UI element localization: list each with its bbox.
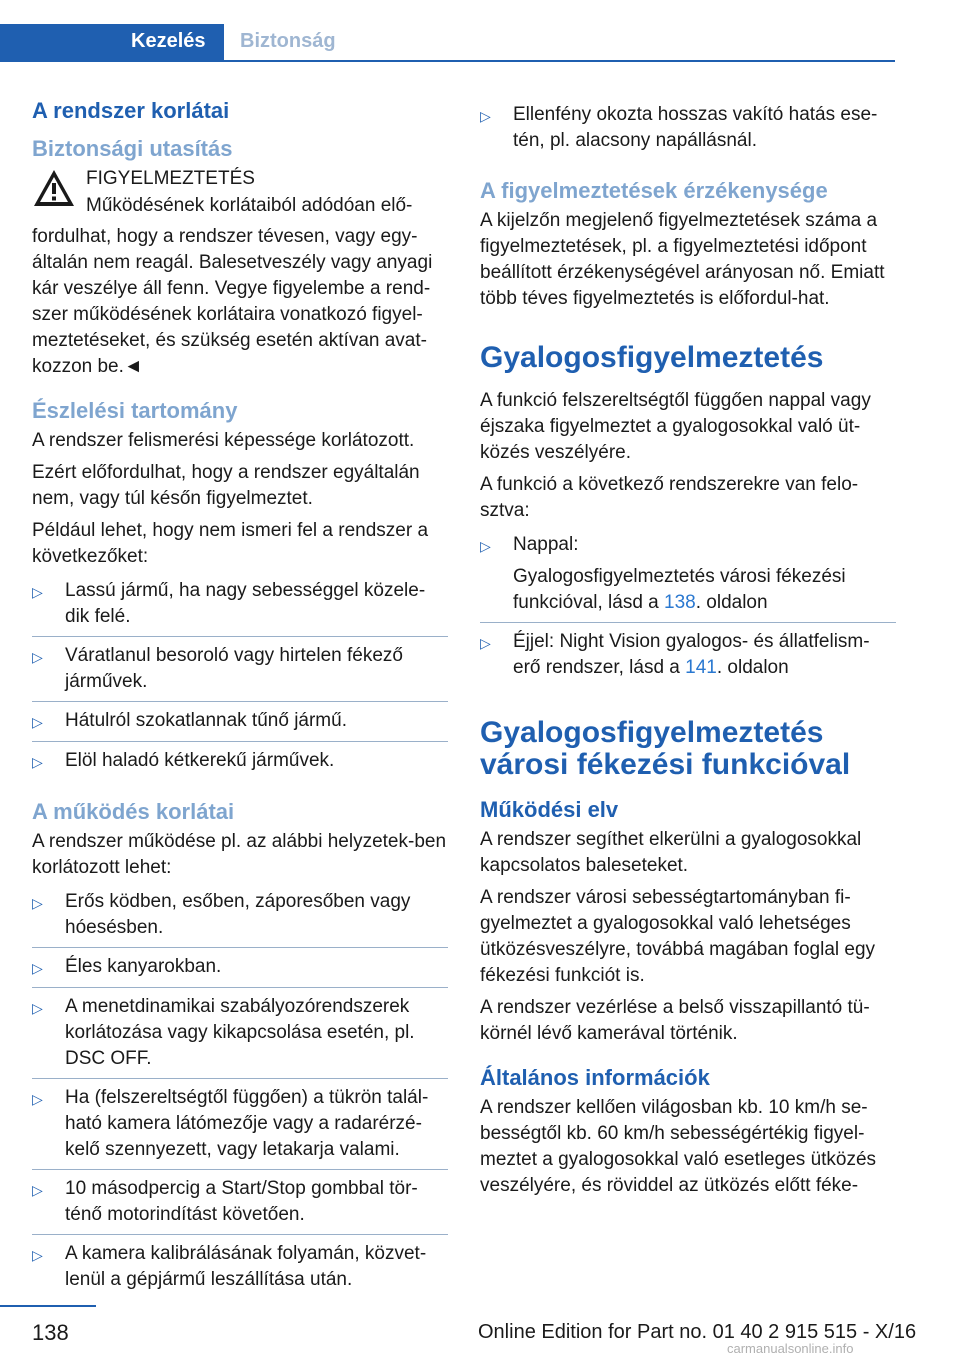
heading-detection-range: Észlelési tartomány <box>32 398 238 423</box>
page-link-141[interactable]: 141 <box>685 657 717 678</box>
bullet-triangle-icon: ▷ <box>480 108 491 124</box>
warning-first-line: Működésének korlátaiból adódóan elő- <box>86 195 413 216</box>
list-item: ▷ Ellenfény okozta hosszas vakító hatás ese-tén, pl. alacsony napállásnál. <box>480 100 896 160</box>
paragraph: A kijelzőn megjelenő figyelmeztetések száma a figyelmeztetések, pl. a figyelmeztetési időpont beállított érzékenységével arányosan nő. Emiatt több téves figyelmeztetés is előfordul-hat. <box>480 210 885 309</box>
paragraph: A rendszer vezérlése a belső visszapillantó tü-körnél lévő kamerával történik. <box>480 997 870 1044</box>
bullet-triangle-icon: ▷ <box>32 1000 43 1016</box>
tab-kezeles[interactable]: Kezelés <box>0 24 224 61</box>
bullet-triangle-icon: ▷ <box>480 538 491 554</box>
item-label: Nappal: <box>513 534 579 555</box>
detection-list <box>32 576 448 781</box>
bullet-triangle-icon: ▷ <box>32 1182 43 1198</box>
list-item: ▷ A kamera kalibrálásának folyamán, közvet-lenül a gépjármű leszállítása után. <box>32 1234 448 1299</box>
paragraph: A funkció felszereltségtől függően nappal vagy éjszaka figyelmeztet a gyalogosokkal való üt-közés veszélyére. <box>480 390 871 463</box>
list-item: ▷ Hátulról szokatlannak tűnő jármű. <box>32 701 448 741</box>
bullet-triangle-icon: ▷ <box>480 635 491 651</box>
tab-underline <box>0 60 895 62</box>
bullet-triangle-icon: ▷ <box>32 584 43 600</box>
paragraph: A funkció a következő rendszerekre van felo-sztva: <box>480 474 859 521</box>
paragraph: A rendszer működése pl. az alábbi helyzetek-ben korlátozott lehet: <box>32 831 447 878</box>
bullet-triangle-icon: ▷ <box>32 960 43 976</box>
section-tabbar <box>0 24 895 62</box>
tab-biztonsag[interactable]: Biztonság <box>240 30 336 52</box>
bullet-triangle-icon: ▷ <box>32 649 43 665</box>
heading-system-limits: A rendszer korlátai <box>32 98 230 123</box>
heading-safety-note: Biztonsági utasítás <box>32 136 233 161</box>
page-number: 138 <box>32 1320 69 1345</box>
bullet-triangle-icon: ▷ <box>32 1091 43 1107</box>
warning-text: fordulhat, hogy a rendszer tévesen, vagy egy-általán nem reagál. Balesetveszély vagy anyagi kár veszélye áll fenn. Vegye figyelembe a rend-szer működésének korlátaira vonatkozó figyel-meztetéseket, és szükség esetén aktívan avat-kozzon be.◄ <box>32 226 433 377</box>
edition-text: Online Edition for Part no. 01 40 2 915 515 - X/16 <box>478 1321 917 1343</box>
warning-title: FIGYELMEZTETÉS <box>86 168 255 189</box>
list-item: ▷ Éjjel: Night Vision gyalogos- és állatfelism-erő rendszer, lásd a 141. oldalon <box>480 622 896 687</box>
warning-triangle-icon <box>32 168 76 208</box>
left-column <box>32 96 448 1305</box>
paragraph: Ezért előfordulhat, hogy a rendszer egyáltalán nem, vagy túl későn figyelmeztet. <box>32 462 420 509</box>
bullet-triangle-icon: ▷ <box>32 1247 43 1263</box>
heading-operating-principle: Működési elv <box>480 797 619 822</box>
footer-rule <box>0 1305 96 1307</box>
function-limits-list-continued <box>480 100 896 160</box>
warning-box <box>32 166 448 224</box>
paragraph: Például lehet, hogy nem ismeri fel a rendszer a következőket: <box>32 520 429 567</box>
watermark-text: carmanualsonline.info <box>727 1341 854 1356</box>
function-limits-list <box>32 887 448 1299</box>
list-item: ▷ Erős ködben, esőben, záporesőben vagy hóesésben. <box>32 887 448 947</box>
list-item: ▷ A menetdinamikai szabályozórendszerek korlátozása vagy kikapcsolása esetén, pl. DSC OFF. <box>32 987 448 1078</box>
right-column <box>480 96 896 1205</box>
paragraph: A rendszer kellően világosban kb. 10 km/h se-bességtől kb. 60 km/h sebességértékig figyel-meztet a gyalogosokkal való esetleges ütközés veszélyére, és röviddel az ütközés előtt féke- <box>480 1097 877 1196</box>
list-item: ▷ Elöl haladó kétkerekű járművek. <box>32 741 448 781</box>
paragraph: A rendszer városi sebességtartományban fi-gyelmeztet a gyalogosokkal való lehetséges ütközésveszélyre, továbbá magában foglal egy fékezési funkciót is. <box>480 887 876 986</box>
heading-general-info: Általános információk <box>480 1065 710 1090</box>
bullet-triangle-icon: ▷ <box>32 714 43 730</box>
page-link-138[interactable]: 138 <box>664 592 696 613</box>
bullet-triangle-icon: ▷ <box>32 895 43 911</box>
list-item: ▷ 10 másodpercig a Start/Stop gombbal tör-ténő motorindítást követően. <box>32 1169 448 1234</box>
heading-pedestrian-warning: Gyalogosfigyelmeztetés <box>480 341 824 374</box>
bullet-triangle-icon: ▷ <box>32 754 43 770</box>
heading-function-limits: A működés korlátai <box>32 799 235 824</box>
heading-warning-sensitivity: A figyelmeztetések érzékenysége <box>480 178 828 203</box>
list-item: ▷ Váratlanul besoroló vagy hirtelen fékező járművek. <box>32 636 448 701</box>
list-item: ▷ Éles kanyarokban. <box>32 947 448 987</box>
list-item: ▷ Nappal: Gyalogosfigyelmeztetés városi fékezési funkcióval, lásd a 138. oldalon <box>480 530 896 622</box>
heading-pedestrian-city-braking: Gyalogosfigyelmeztetés városi fékezési funkcióval <box>480 716 851 781</box>
pedestrian-systems-list <box>480 530 896 687</box>
paragraph: A rendszer segíthet elkerülni a gyalogosokkal kapcsolatos baleseteket. <box>480 829 862 876</box>
list-item: ▷ Lassú jármű, ha nagy sebességgel közele-dik felé. <box>32 576 448 636</box>
paragraph: A rendszer felismerési képessége korlátozott. <box>32 430 415 451</box>
list-item: ▷ Ha (felszereltségtől függően) a tükrön talál-ható kamera látómezője vagy a radarérzé-kelő szennyezett, vagy letakarja valami. <box>32 1078 448 1169</box>
